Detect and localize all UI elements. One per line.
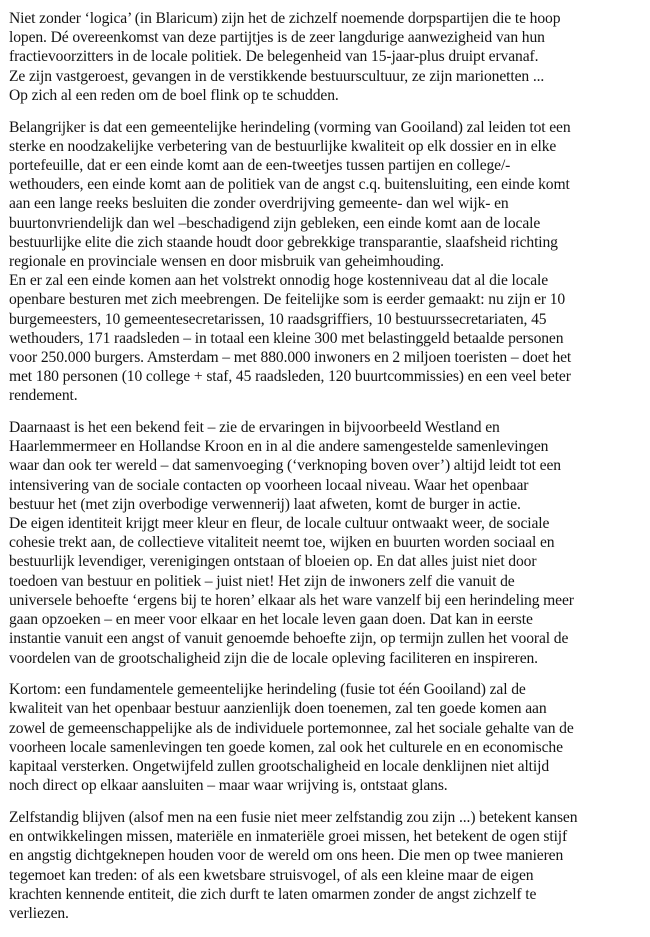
text-line: intensivering van de sociale contacten op voorheen locaal niveau. Waar het openbaar — [9, 476, 529, 494]
text-line: En er zal een einde komen aan het volstrekt onnodig hoge kostenniveau dat al die locale — [9, 272, 549, 290]
text-line: en angstig dichtgeknepen houden voor de wereld om ons heen. Die men op twee manieren — [9, 847, 564, 865]
text-line: voordelen van de grootschaligheid zijn die de locale opleving faciliteren en inspireren. — [9, 649, 538, 667]
text-line: tegemoet kan treden: of als een kwetsbare struisvogel, of als een kleine maar de eigen — [9, 866, 534, 884]
paragraph — [9, 418, 646, 668]
text-line: burgemeesters, 10 gemeentesecretarissen, 10 raadsgriffiers, 10 bestuurssecretariaten, 45 — [9, 310, 547, 328]
text-line: Op zich al een reden om de boel flink op te schudden. — [9, 86, 339, 104]
text-line: De eigen identiteit krijgt meer kleur en fleur, de locale cultuur ontwaakt weer, de sociale — [9, 515, 550, 533]
text-line: aan een lange reeks besluiten die zonder overdrijving gemeente- dan wel wijk- en — [9, 195, 509, 213]
text-line: met 180 personen (10 college + staf, 45 raadsleden, 120 buurtcommissies) en een veel beter — [9, 368, 571, 386]
text-line: Daarnaast is het een bekend feit – zie de ervaringen in bijvoorbeeld Westland en — [9, 419, 500, 437]
document-text — [9, 9, 646, 923]
text-line: openbare besturen met zich meebrengen. De feitelijke som is eerder gemaakt: nu zijn er 10 — [9, 291, 566, 309]
text-line: cohesie trekt aan, de collectieve vitaliteit neemt toe, wijken en buurten worden sociaal en — [9, 534, 555, 552]
text-line: bestuurlijke elite die zich staande houdt door gebrekkige transparantie, slaafsheid richting — [9, 233, 558, 251]
text-line: lopen. Dé overeenkomst van deze partijtjes is de zeer langdurige aanwezigheid van hun — [9, 29, 545, 47]
text-line: universele behoefte ‘ergens bij te horen’ elkaar als het ware vanzelf bij een herindeling meer — [9, 591, 574, 609]
text-line: noch direct op elkaar aansluiten – maar waar wrijving is, ontstaat glans. — [9, 777, 448, 795]
paragraph — [9, 9, 646, 105]
text-line: fractievoorzitters in de locale politiek. De belegenheid van 15-jaar-plus druipt ervanaf. — [9, 48, 539, 66]
text-line: waar dan ook ter wereld – dat samenvoeging (‘verknoping boven over’) altijd leidt tot een — [9, 457, 561, 475]
text-line: voor 250.000 burgers. Amsterdam – met 880.000 inwoners en 2 miljoen toeristen – doet het — [9, 348, 572, 366]
text-line: Ze zijn vastgeroest, gevangen in de verstikkende bestuurscultuur, ze zijn marionetten ... — [9, 67, 545, 85]
text-line: wethouders, 171 raadsleden – in totaal een kleine 300 met belastinggeld betaalde personen — [9, 329, 564, 347]
text-line: regionale en provinciale wensen en door misbruik van geheimhouding. — [9, 252, 444, 270]
text-line: instantie vanuit een angst of vanuit genoemde behoefte zijn, op termijn zullen het vooral de — [9, 630, 569, 648]
text-line: en ontwikkelingen missen, materiële en inmateriële groei missen, het betekent de ogen stijf — [9, 828, 568, 846]
text-line: buurtonvriendelijk dan wel –beschadigend zijn gebleken, een einde komt aan de locale — [9, 214, 541, 232]
paragraph — [9, 680, 646, 795]
text-line: rendement. — [9, 387, 78, 405]
paragraph — [9, 808, 646, 923]
text-line: bestuur het (met zijn overbodige verwennerij) laat afweten, komt de burger in actie. — [9, 495, 521, 513]
text-line: gaan opzoeken – en meer voor elkaar en het locale leven gaan doen. Dat kan in eerste — [9, 611, 533, 629]
text-line: krachten kennende entiteit, die zich durft te laten omarmen zonder de angst zichzelf te — [9, 885, 537, 903]
text-line: portefeuille, dat er een einde komt aan de een-tweetjes tussen partijen en college/- — [9, 156, 511, 174]
text-line: Haarlemmermeer en Hollandse Kroon en in al die andere samengestelde samenlevingen — [9, 438, 549, 456]
text-line: Zelfstandig blijven (alsof men na een fusie niet meer zelfstandig zou zijn ...) betekent kansen — [9, 808, 578, 826]
text-line: kwaliteit van het openbaar bestuur aanzienlijk doen toenemen, zal ten goede komen aan — [9, 700, 547, 718]
text-line: Niet zonder ‘logica’ (in Blaricum) zijn het de zichzelf noemende dorpspartijen die te hoop — [9, 10, 561, 27]
text-line: Kortom: een fundamentele gemeentelijke herindeling (fusie tot één Gooiland) zal de — [9, 681, 526, 699]
text-line: verliezen. — [9, 904, 69, 922]
text-line: voorheen locale samenlevingen ten goede komen, zal ook het culturele en en economische — [9, 738, 563, 756]
text-line: kapitaal versterken. Ongetwijfeld zullen grootschaligheid en locale denklijnen niet altijd — [9, 758, 549, 776]
text-line: toedoen van bestuur en politiek – juist niet! Het zijn de inwoners zelf die vanuit de — [9, 572, 515, 590]
text-line: zowel de gemeenschappelijke als de individuele portemonnee, zal het sociale gehalte van de — [9, 719, 574, 737]
text-line: Belangrijker is dat een gemeentelijke herindeling (vorming van Gooiland) zal leiden tot een — [9, 118, 571, 136]
text-line: wethouders, een einde komt aan de politiek van de angst c.q. buitensluiting, een einde komt — [9, 176, 570, 194]
text-line: bestuurlijk levendiger, verenigingen ontstaan of bloeien op. En dat alles juist niet door — [9, 553, 537, 571]
text-line: sterke en noodzakelijke verbetering van de bestuurlijke kwaliteit op elk dossier en in elke — [9, 137, 557, 155]
paragraph — [9, 118, 646, 406]
